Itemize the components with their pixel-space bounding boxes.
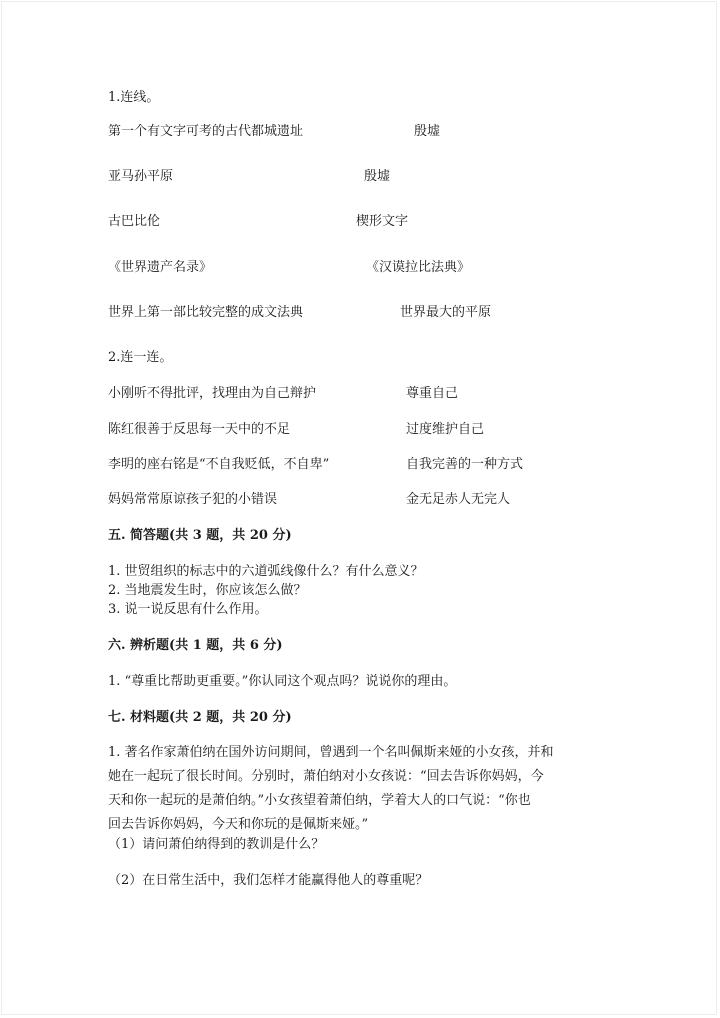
section-5-question: 1. 世贸组织的标志中的六道弧线像什么？有什么意义？ [108,564,424,579]
q1-right-item: 殷墟 [364,169,391,184]
section-6-question: 1. “尊重比帮助更重要。”你认同这个观点吗？说说你的理由。 [108,674,457,689]
section-7-title: 七. 材料题(共 2 题，共 20 分) [108,710,292,725]
q1-label: 1.连线。 [108,90,160,105]
passage-line: 她在一起玩了很长时间。分别时，萧伯纳对小女孩说：“回去告诉你妈妈，今 [108,769,544,784]
section-7-sub-question: （1）请问萧伯纳得到的教训是什么？ [108,837,325,852]
q1-right-item: 世界最大的平原 [400,305,492,320]
q2-label: 2.连一连。 [108,350,173,365]
q2-left-item: 陈红很善于反思每一天中的不足 [108,422,291,437]
q1-right-item: 殷墟 [414,124,441,139]
q1-right-item: 《汉谟拉比法典》 [366,260,471,275]
section-7-sub-question: （2）在日常生活中，我们怎样才能赢得他人的尊重呢？ [108,873,429,888]
q2-right-item: 过度维护自己 [406,422,485,437]
q1-right-item: 楔形文字 [356,214,409,229]
q2-left-item: 小刚听不得批评，找理由为自己辩护 [108,386,317,401]
section-5-question: 2. 当地震发生时，你应该怎么做？ [108,583,307,598]
passage-line: 天和你一起玩的是萧伯纳。”小女孩望着萧伯纳，学着大人的口气说：“你也 [108,793,531,808]
passage-line: 回去告诉你妈妈，今天和你玩的是佩斯来娅。” [108,817,369,832]
section-7-passage [108,741,616,837]
q2-left-item: 妈妈常常原谅孩子犯的小错误 [108,492,278,507]
section-5-question: 3. 说一说反思有什么作用。 [108,602,268,617]
q1-left-item: 古巴比伦 [108,214,161,229]
q2-right-item: 自我完善的一种方式 [406,457,524,472]
q1-left-item: 亚马孙平原 [108,169,174,184]
section-5-title: 五. 简答题(共 3 题，共 20 分) [108,528,292,543]
q1-left-item: 世界上第一部比较完整的成文法典 [108,305,304,320]
section-6-title: 六. 辨析题(共 1 题，共 6 分) [108,638,283,653]
q2-right-item: 尊重自己 [406,386,459,401]
q1-left-item: 《世界遗产名录》 [108,260,213,275]
q2-left-item: 李明的座右铭是“不自我贬低，不自卑” [108,457,330,472]
passage-line: 1. 著名作家萧伯纳在国外访问期间，曾遇到一个名叫佩斯来娅的小女孩，并和 [108,745,554,760]
q2-right-item: 金无足赤人无完人 [406,492,511,507]
q1-left-item: 第一个有文字可考的古代都城遗址 [108,124,304,139]
